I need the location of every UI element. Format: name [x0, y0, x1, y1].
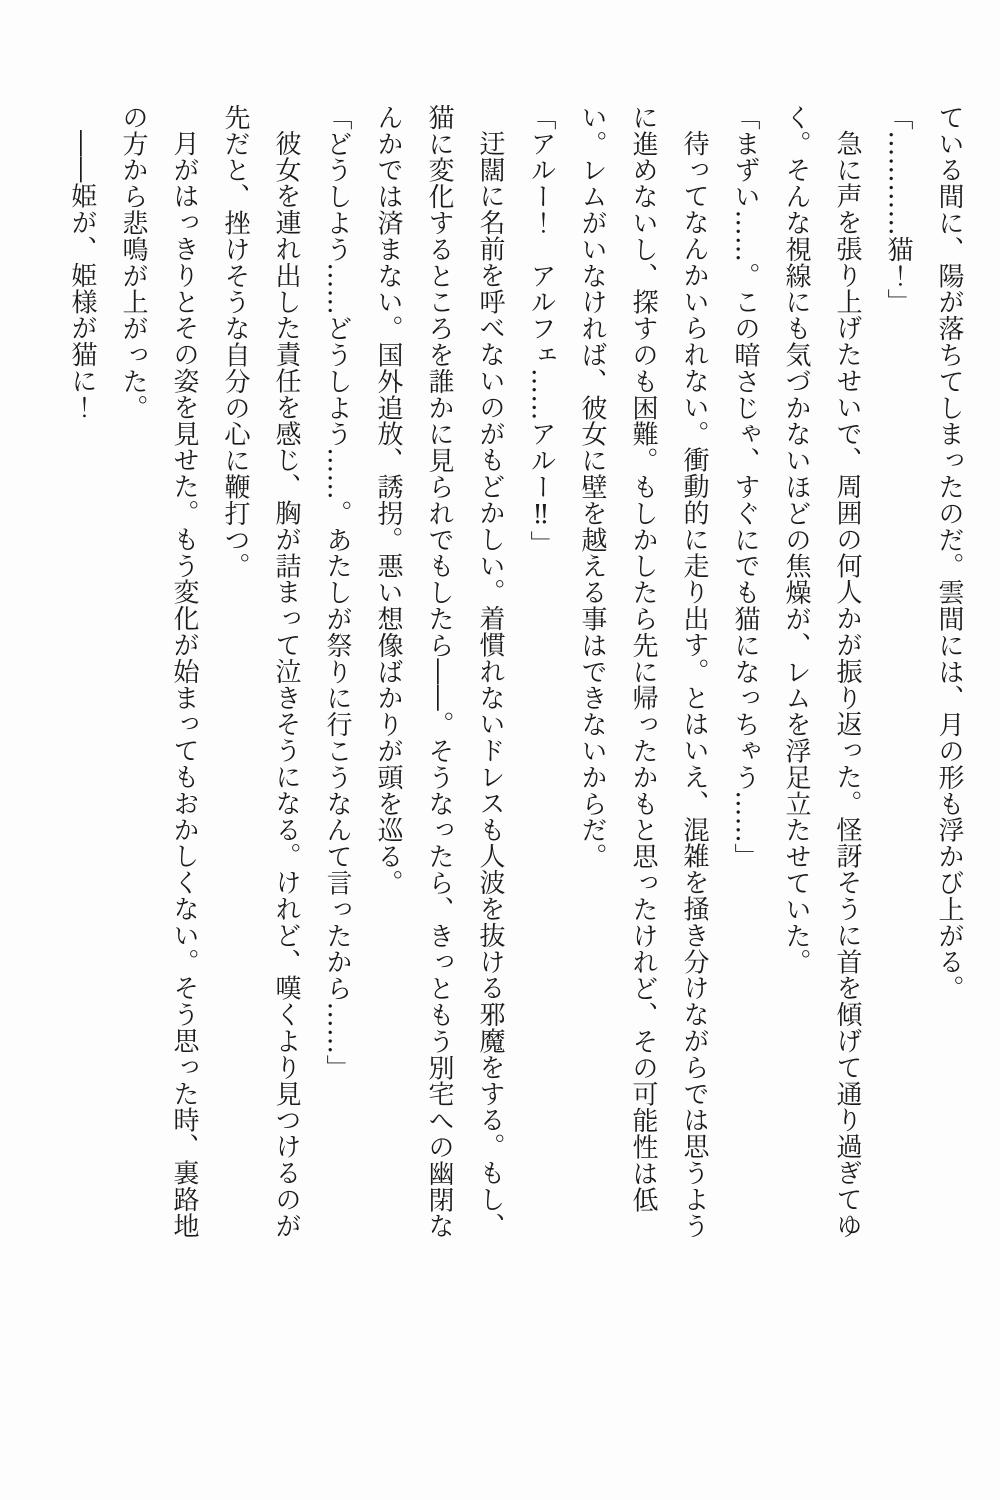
- text-line-6: 待ってなんかいられない。衝動的に走り出す。とはいえ、混雑を掻き分けながらでは思うよう: [679, 130, 709, 1239]
- text-line-11: 猫に変化するところを誰かに見られでもしたら――。そうなったら、きっともう別宅への幽閉な: [424, 104, 454, 1240]
- text-line-15: 先だと、挫けそうな自分の心に鞭打つ。: [220, 104, 250, 580]
- text-line-9: 「アルー！ アルフェ……アルー‼」: [526, 104, 556, 557]
- text-line-10: 迂闊に名前を呼べないのがもどかしい。着慣れないドレスも人波を抜ける邪魔をする。もし、: [475, 130, 505, 1239]
- text-line-16: 月がはっきりとその姿を見せた。もう変化が始まってもおかしくない。そう思った時、裏路地: [169, 130, 199, 1239]
- text-line-12: んかでは済まない。国外追放、誘拐。悪い想像ばかりが頭を巡る。: [373, 104, 403, 896]
- text-line-14: 彼女を連れ出した責任を感じ、胸が詰まって泣きそうになる。けれど、嘆くより見つけるのが: [271, 130, 301, 1239]
- text-line-7: に進めないし、探すのも困難。もしかしたら先に帰ったかもと思ったけれど、その可能性は低: [628, 104, 658, 1213]
- vertical-text-block: [56, 104, 974, 1240]
- text-line-17: の方から悲鳴が上がった。: [118, 104, 148, 421]
- text-line-3: 急に声を張り上げたせいで、周囲の何人かが振り返った。怪訝そうに首を傾げて通り過ぎてゆ: [832, 130, 862, 1239]
- text-line-5: 「まずい……。この暗さじゃ、すぐにでも猫になっちゃう……」: [730, 104, 760, 870]
- text-line-18: ――姫が、姫様が猫に！: [67, 130, 97, 421]
- text-line-8: い。レムがいなければ、彼女に壁を越える事はできないからだ。: [577, 104, 607, 870]
- text-line-13: 「どうしよう……どうしよう……。あたしが祭りに行こうなんて言ったから……」: [322, 104, 352, 1081]
- text-line-1: ている間に、陽が落ちてしまったのだ。雲間には、月の形も浮かび上がる。: [934, 104, 964, 1002]
- text-line-2: 「…………猫！」: [883, 104, 913, 316]
- text-line-4: く。そんな視線にも気づかないほどの焦燥が、レムを浮足立たせていた。: [781, 104, 811, 976]
